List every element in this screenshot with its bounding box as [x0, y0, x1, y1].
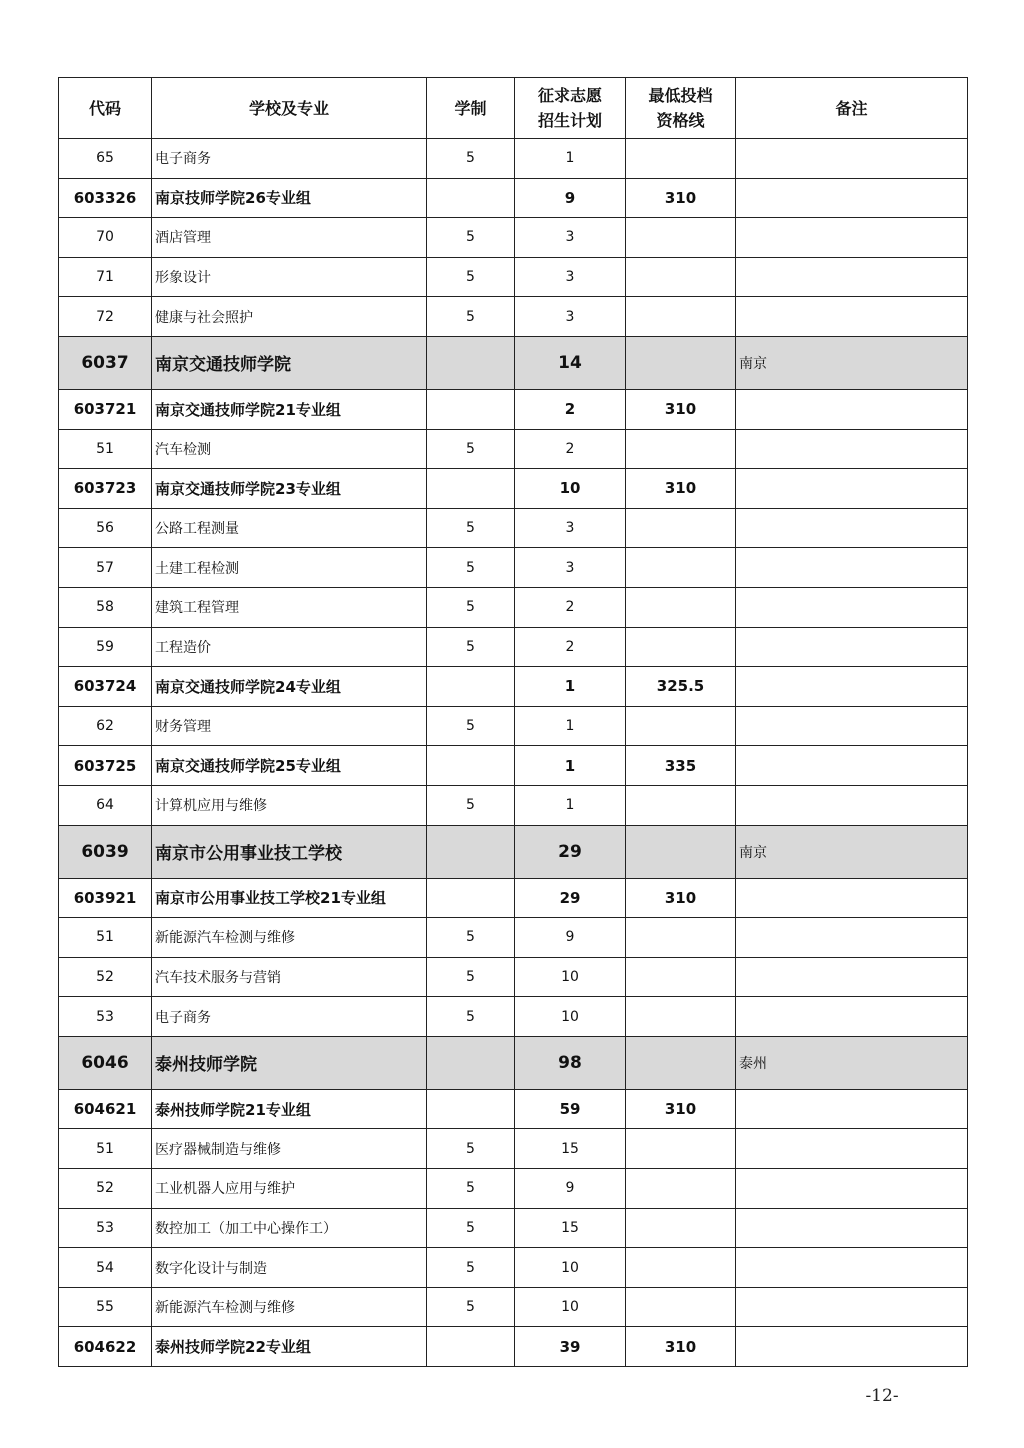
min-score-cell — [626, 429, 736, 469]
plan-cell: 3 — [515, 297, 626, 337]
min-score-cell — [626, 918, 736, 958]
name-cell: 泰州技师学院22专业组 — [152, 1327, 427, 1367]
years-cell: 5 — [427, 1248, 515, 1288]
min-score-cell — [626, 508, 736, 548]
code-cell: 65 — [59, 139, 152, 179]
min-score-cell: 310 — [626, 178, 736, 218]
plan-cell: 3 — [515, 218, 626, 258]
code-cell: 603724 — [59, 667, 152, 707]
years-cell: 5 — [427, 785, 515, 825]
years-cell: 5 — [427, 139, 515, 179]
note-cell — [736, 878, 968, 918]
years-cell: 5 — [427, 257, 515, 297]
code-cell: 6037 — [59, 336, 152, 389]
code-cell: 603326 — [59, 178, 152, 218]
major-row — [59, 139, 968, 179]
major-row — [59, 257, 968, 297]
years-cell: 5 — [427, 997, 515, 1037]
note-cell — [736, 1327, 968, 1367]
major-row — [59, 218, 968, 258]
plan-cell: 10 — [515, 1287, 626, 1327]
plan-cell: 9 — [515, 178, 626, 218]
header-score-line2: 资格线 — [656, 111, 705, 130]
code-cell: 71 — [59, 257, 152, 297]
plan-cell: 10 — [515, 1248, 626, 1288]
min-score-cell — [626, 1169, 736, 1209]
min-score-cell: 310 — [626, 469, 736, 509]
years-cell: 5 — [427, 1208, 515, 1248]
header-note: 备注 — [736, 78, 968, 139]
min-score-cell: 325.5 — [626, 667, 736, 707]
name-cell: 南京交通技师学院23专业组 — [152, 469, 427, 509]
note-cell — [736, 389, 968, 429]
note-cell — [736, 469, 968, 509]
min-score-cell — [626, 957, 736, 997]
plan-cell: 98 — [515, 1036, 626, 1089]
table-body — [59, 139, 968, 1367]
major-group-row — [59, 746, 968, 786]
plan-cell: 2 — [515, 587, 626, 627]
plan-cell: 10 — [515, 997, 626, 1037]
name-cell: 健康与社会照护 — [152, 297, 427, 337]
plan-cell: 29 — [515, 825, 626, 878]
header-school-and-major: 学校及专业 — [152, 78, 427, 139]
years-cell — [427, 336, 515, 389]
note-cell — [736, 627, 968, 667]
years-cell: 5 — [427, 918, 515, 958]
plan-cell: 1 — [515, 746, 626, 786]
years-cell: 5 — [427, 627, 515, 667]
min-score-cell — [626, 627, 736, 667]
note-cell — [736, 1208, 968, 1248]
header-score-line1: 最低投档 — [648, 86, 713, 105]
major-row — [59, 1208, 968, 1248]
min-score-cell — [626, 1129, 736, 1169]
min-score-cell — [626, 706, 736, 746]
years-cell: 5 — [427, 548, 515, 588]
code-cell: 6046 — [59, 1036, 152, 1089]
years-cell — [427, 389, 515, 429]
plan-cell: 10 — [515, 957, 626, 997]
name-cell: 计算机应用与维修 — [152, 785, 427, 825]
major-row — [59, 1248, 968, 1288]
name-cell: 形象设计 — [152, 257, 427, 297]
code-cell: 62 — [59, 706, 152, 746]
min-score-cell: 310 — [626, 1089, 736, 1129]
name-cell: 南京市公用事业技工学校21专业组 — [152, 878, 427, 918]
name-cell: 新能源汽车检测与维修 — [152, 918, 427, 958]
note-cell — [736, 178, 968, 218]
header-years: 学制 — [427, 78, 515, 139]
note-cell — [736, 429, 968, 469]
code-cell: 604622 — [59, 1327, 152, 1367]
code-cell: 70 — [59, 218, 152, 258]
name-cell: 泰州技师学院21专业组 — [152, 1089, 427, 1129]
code-cell: 52 — [59, 1169, 152, 1209]
name-cell: 土建工程检测 — [152, 548, 427, 588]
note-cell — [736, 1287, 968, 1327]
code-cell: 58 — [59, 587, 152, 627]
code-cell: 6039 — [59, 825, 152, 878]
min-score-cell — [626, 1036, 736, 1089]
note-cell — [736, 997, 968, 1037]
name-cell: 汽车检测 — [152, 429, 427, 469]
major-row — [59, 957, 968, 997]
major-row — [59, 918, 968, 958]
major-row — [59, 587, 968, 627]
min-score-cell — [626, 257, 736, 297]
years-cell — [427, 878, 515, 918]
plan-cell: 9 — [515, 918, 626, 958]
min-score-cell: 310 — [626, 878, 736, 918]
note-cell — [736, 139, 968, 179]
note-cell — [736, 297, 968, 337]
name-cell: 南京交通技师学院 — [152, 336, 427, 389]
major-group-row — [59, 389, 968, 429]
major-group-row — [59, 1089, 968, 1129]
plan-cell: 15 — [515, 1129, 626, 1169]
major-row — [59, 429, 968, 469]
years-cell: 5 — [427, 297, 515, 337]
note-cell — [736, 218, 968, 258]
years-cell — [427, 1089, 515, 1129]
code-cell: 53 — [59, 1208, 152, 1248]
major-group-row — [59, 178, 968, 218]
name-cell: 泰州技师学院 — [152, 1036, 427, 1089]
major-row — [59, 508, 968, 548]
plan-cell: 1 — [515, 139, 626, 179]
years-cell — [427, 825, 515, 878]
header-code: 代码 — [59, 78, 152, 139]
admission-plan-table — [58, 77, 968, 1367]
name-cell: 电子商务 — [152, 997, 427, 1037]
name-cell: 汽车技术服务与营销 — [152, 957, 427, 997]
years-cell: 5 — [427, 429, 515, 469]
note-cell — [736, 746, 968, 786]
years-cell: 5 — [427, 218, 515, 258]
plan-cell: 10 — [515, 469, 626, 509]
code-cell: 603723 — [59, 469, 152, 509]
plan-cell: 9 — [515, 1169, 626, 1209]
years-cell — [427, 178, 515, 218]
name-cell: 南京技师学院26专业组 — [152, 178, 427, 218]
code-cell: 59 — [59, 627, 152, 667]
name-cell: 财务管理 — [152, 706, 427, 746]
name-cell: 南京市公用事业技工学校 — [152, 825, 427, 878]
plan-cell: 1 — [515, 706, 626, 746]
code-cell: 51 — [59, 1129, 152, 1169]
plan-cell: 2 — [515, 627, 626, 667]
code-cell: 51 — [59, 429, 152, 469]
major-row — [59, 1287, 968, 1327]
name-cell: 医疗器械制造与维修 — [152, 1129, 427, 1169]
name-cell: 酒店管理 — [152, 218, 427, 258]
plan-cell: 2 — [515, 389, 626, 429]
note-cell — [736, 1169, 968, 1209]
note-cell — [736, 508, 968, 548]
note-cell — [736, 957, 968, 997]
note-cell — [736, 1129, 968, 1169]
note-cell — [736, 785, 968, 825]
plan-cell: 2 — [515, 429, 626, 469]
min-score-cell — [626, 825, 736, 878]
code-cell: 604621 — [59, 1089, 152, 1129]
code-cell: 53 — [59, 997, 152, 1037]
major-group-row — [59, 667, 968, 707]
years-cell: 5 — [427, 1169, 515, 1209]
major-row — [59, 1169, 968, 1209]
note-cell — [736, 1248, 968, 1288]
plan-cell: 14 — [515, 336, 626, 389]
name-cell: 建筑工程管理 — [152, 587, 427, 627]
major-row — [59, 627, 968, 667]
plan-cell: 1 — [515, 667, 626, 707]
name-cell: 电子商务 — [152, 139, 427, 179]
years-cell: 5 — [427, 1287, 515, 1327]
note-cell — [736, 1089, 968, 1129]
plan-cell: 1 — [515, 785, 626, 825]
min-score-cell — [626, 1208, 736, 1248]
years-cell — [427, 1327, 515, 1367]
code-cell: 54 — [59, 1248, 152, 1288]
code-cell: 64 — [59, 785, 152, 825]
code-cell: 55 — [59, 1287, 152, 1327]
plan-cell: 3 — [515, 548, 626, 588]
years-cell — [427, 1036, 515, 1089]
years-cell — [427, 746, 515, 786]
plan-cell: 29 — [515, 878, 626, 918]
name-cell: 南京交通技师学院24专业组 — [152, 667, 427, 707]
code-cell: 57 — [59, 548, 152, 588]
major-row — [59, 1129, 968, 1169]
major-group-row — [59, 469, 968, 509]
plan-cell: 39 — [515, 1327, 626, 1367]
code-cell: 603721 — [59, 389, 152, 429]
min-score-cell — [626, 297, 736, 337]
code-cell: 603921 — [59, 878, 152, 918]
major-group-row — [59, 1327, 968, 1367]
note-cell — [736, 548, 968, 588]
plan-cell: 59 — [515, 1089, 626, 1129]
years-cell: 5 — [427, 1129, 515, 1169]
school-row — [59, 1036, 968, 1089]
header-plan — [515, 78, 626, 139]
min-score-cell — [626, 548, 736, 588]
code-cell: 56 — [59, 508, 152, 548]
min-score-cell: 310 — [626, 389, 736, 429]
min-score-cell: 335 — [626, 746, 736, 786]
name-cell: 数字化设计与制造 — [152, 1248, 427, 1288]
years-cell: 5 — [427, 587, 515, 627]
plan-cell: 3 — [515, 257, 626, 297]
years-cell: 5 — [427, 706, 515, 746]
note-cell: 泰州 — [736, 1036, 968, 1089]
min-score-cell — [626, 785, 736, 825]
name-cell: 公路工程测量 — [152, 508, 427, 548]
years-cell — [427, 667, 515, 707]
note-cell — [736, 918, 968, 958]
page-number: -12- — [865, 1386, 899, 1406]
min-score-cell — [626, 139, 736, 179]
min-score-cell — [626, 1287, 736, 1327]
major-row — [59, 785, 968, 825]
school-row — [59, 825, 968, 878]
min-score-cell — [626, 1248, 736, 1288]
plan-cell: 15 — [515, 1208, 626, 1248]
major-row — [59, 297, 968, 337]
min-score-cell: 310 — [626, 1327, 736, 1367]
header-plan-line2: 招生计划 — [537, 111, 602, 130]
major-group-row — [59, 878, 968, 918]
name-cell: 南京交通技师学院21专业组 — [152, 389, 427, 429]
code-cell: 51 — [59, 918, 152, 958]
header-min-score — [626, 78, 736, 139]
years-cell: 5 — [427, 508, 515, 548]
plan-cell: 3 — [515, 508, 626, 548]
note-cell: 南京 — [736, 336, 968, 389]
min-score-cell — [626, 587, 736, 627]
years-cell: 5 — [427, 957, 515, 997]
code-cell: 52 — [59, 957, 152, 997]
note-cell: 南京 — [736, 825, 968, 878]
name-cell: 工业机器人应用与维护 — [152, 1169, 427, 1209]
table-header-row — [59, 78, 968, 139]
note-cell — [736, 667, 968, 707]
header-plan-line1: 征求志愿 — [537, 86, 602, 105]
note-cell — [736, 706, 968, 746]
name-cell: 南京交通技师学院25专业组 — [152, 746, 427, 786]
name-cell: 数控加工（加工中心操作工） — [152, 1208, 427, 1248]
major-row — [59, 548, 968, 588]
note-cell — [736, 257, 968, 297]
code-cell: 72 — [59, 297, 152, 337]
min-score-cell — [626, 336, 736, 389]
major-row — [59, 997, 968, 1037]
name-cell: 新能源汽车检测与维修 — [152, 1287, 427, 1327]
code-cell: 603725 — [59, 746, 152, 786]
name-cell: 工程造价 — [152, 627, 427, 667]
major-row — [59, 706, 968, 746]
school-row — [59, 336, 968, 389]
min-score-cell — [626, 997, 736, 1037]
min-score-cell — [626, 218, 736, 258]
years-cell — [427, 469, 515, 509]
note-cell — [736, 587, 968, 627]
